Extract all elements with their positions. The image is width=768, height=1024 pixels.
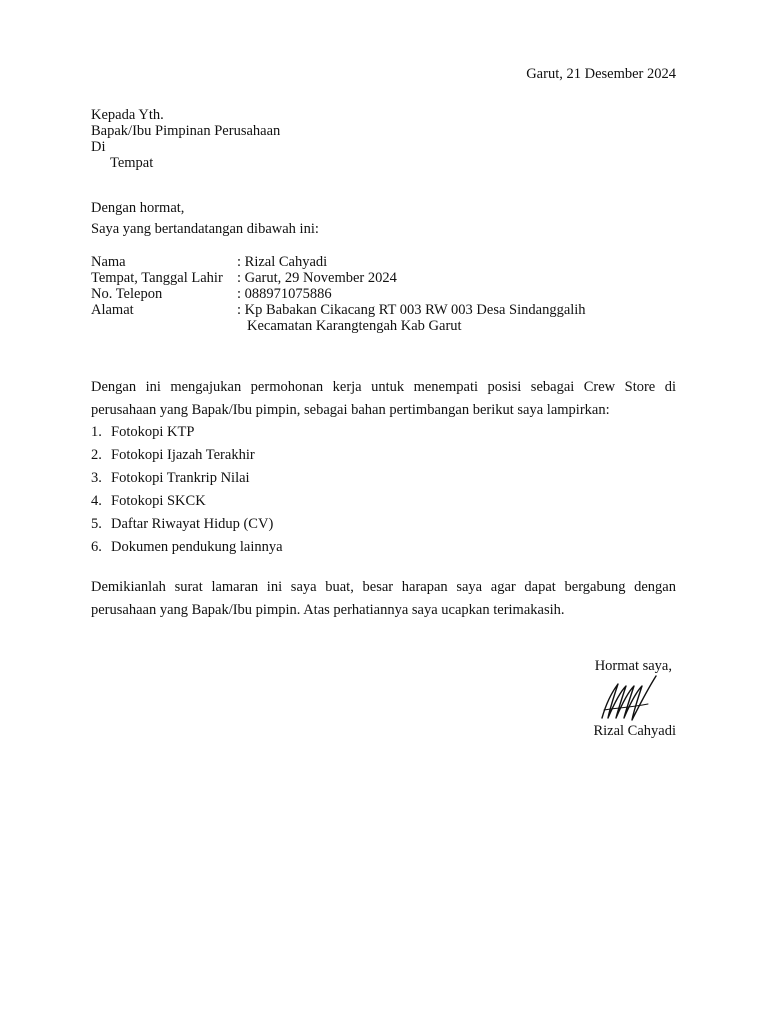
signature-name: Rizal Cahyadi — [593, 723, 676, 739]
biodata-value-continued: Kecamatan Karangtengah Kab Garut — [247, 318, 462, 334]
list-number: 3. — [91, 470, 102, 486]
recipient-line: Di — [91, 139, 106, 155]
biodata-value-wrap — [237, 302, 586, 334]
biodata-row — [91, 286, 586, 302]
biodata-label: Nama — [91, 254, 126, 270]
biodata-label: No. Telepon — [91, 286, 163, 302]
biodata-label: Alamat — [91, 302, 134, 318]
intro-text: Saya yang bertandatangan dibawah ini: — [91, 221, 319, 237]
list-text: Daftar Riwayat Hidup (CV) — [111, 516, 274, 532]
list-text: Fotokopi Ijazah Terakhir — [111, 447, 255, 463]
closing-paragraph: Demikianlah surat lamaran ini saya buat, besar harapan saya agar dapat bergabung dengan perusahaan yang Bapak/Ibu pimpin. Atas perhatiannya saya ucapkan terimakasih. — [91, 579, 676, 618]
list-item — [91, 513, 283, 536]
recipient-line: Bapak/Ibu Pimpinan Perusahaan — [91, 123, 281, 139]
list-text: Fotokopi Trankrip Nilai — [111, 470, 250, 486]
greeting-block — [91, 198, 319, 240]
biodata-value: : 088971075886 — [237, 286, 332, 302]
list-number: 2. — [91, 447, 102, 463]
list-text: Dokumen pendukung lainnya — [111, 539, 283, 555]
list-item — [91, 421, 283, 444]
list-number: 6. — [91, 539, 102, 555]
list-item — [91, 490, 283, 513]
list-item — [91, 536, 283, 559]
list-number: 5. — [91, 516, 102, 532]
attachment-list — [91, 421, 283, 559]
place-date: Garut, 21 Desember 2024 — [526, 66, 676, 82]
biodata-value: : Kp Babakan Cikacang RT 003 RW 003 Desa Sindanggalih — [237, 302, 586, 318]
biodata-row — [91, 254, 586, 270]
list-number: 4. — [91, 493, 102, 509]
biodata-table — [91, 254, 586, 334]
biodata-value: : Rizal Cahyadi — [237, 254, 328, 270]
list-number: 1. — [91, 424, 102, 440]
closing-text: Hormat saya, — [594, 658, 672, 674]
biodata-label: Tempat, Tanggal Lahir — [91, 270, 223, 286]
recipient-line: Tempat — [110, 155, 154, 171]
biodata-value: : Garut, 29 November 2024 — [237, 270, 397, 286]
body-paragraph: Dengan ini mengajukan permohonan kerja untuk menempati posisi sebagai Crew Store di perusahaan yang Bapak/Ibu pimpin, sebagai bahan pertimbangan berikut saya lampirkan: — [91, 379, 676, 418]
recipient-block — [91, 107, 280, 171]
list-text: Fotokopi KTP — [111, 424, 195, 440]
list-item — [91, 444, 283, 467]
recipient-line: Kepada Yth. — [91, 107, 164, 123]
biodata-row — [91, 302, 586, 334]
list-item — [91, 467, 283, 490]
biodata-row — [91, 270, 586, 286]
list-text: Fotokopi SKCK — [111, 493, 206, 509]
salutation: Dengan hormat, — [91, 200, 185, 216]
signature-image — [598, 674, 660, 726]
